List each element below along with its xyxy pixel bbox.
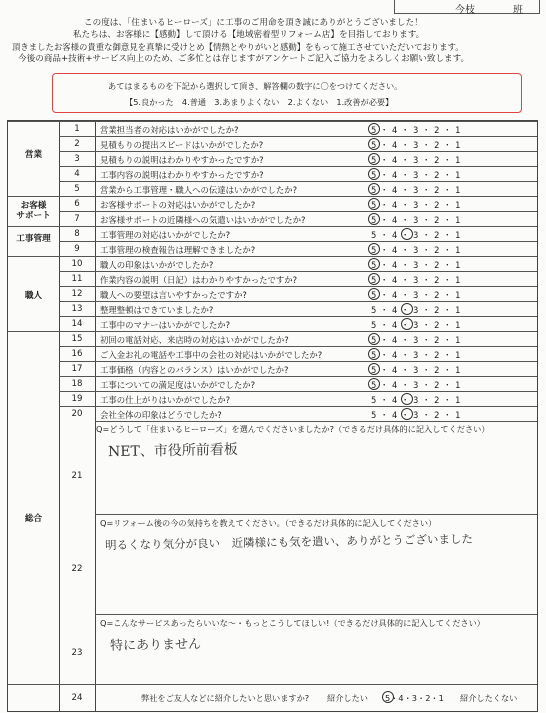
answer-21: NET、市役所前看板 (107, 441, 238, 461)
question-text-17: 工事価格（内容とのバランス）はいかがでしたか? (100, 365, 289, 375)
rating-scale-19: 5 ・ 4 ・ 3 ・ 2 ・ 1 (371, 395, 461, 405)
divider (59, 136, 537, 137)
question-text-2: 見積もりの提出スピードはいかがでしたか? (100, 140, 264, 150)
question-number-6: 6 (74, 199, 80, 209)
free-question-22: Q=リフォーム後の今の気持ちを教えてください。（できるだけ具体的に記入してください） (100, 518, 437, 528)
question-text-10: 職人の印象はいかがでしたか? (100, 260, 214, 270)
divider (59, 301, 537, 302)
question-number-12: 12 (71, 289, 83, 299)
rating-scale-18: 5 ・ 4 ・ 3 ・ 2 ・ 1 (371, 380, 461, 390)
answer-circle-15 (368, 333, 380, 345)
question-number-23: 23 (71, 648, 83, 658)
answer-circle-4 (368, 168, 380, 180)
rating-scale-11: 5 ・ 4 ・ 3 ・ 2 ・ 1 (371, 275, 461, 285)
rating-scale-7: 5 ・ 4 ・ 3 ・ 2 ・ 1 (371, 215, 461, 225)
question-number-14: 14 (71, 319, 83, 329)
divider (59, 181, 537, 182)
q24-scale: 5・4・3・2・1 (385, 693, 444, 703)
question-number-3: 3 (74, 154, 80, 164)
rating-scale-15: 5 ・ 4 ・ 3 ・ 2 ・ 1 (371, 335, 461, 345)
divider (59, 376, 537, 377)
question-text-1: 営業担当者の対応はいかがでしたか? (100, 125, 239, 135)
divider (95, 421, 537, 422)
intro-line-1: この度は、「住まいるヒーローズ」に工事のご用命を頂き誠にありがとうございました！ (84, 18, 423, 28)
question-number-19: 19 (71, 394, 83, 404)
divider (59, 286, 537, 287)
divider (8, 121, 537, 122)
school-class-box (394, 0, 540, 14)
q24-left-label: 紹介したい (327, 693, 368, 703)
question-number-2: 2 (74, 139, 80, 149)
question-text-11: 作業内容の説明（日記）はわかりやすかったですか? (100, 275, 298, 285)
q24-answer-circle (382, 691, 394, 703)
question-number-13: 13 (71, 304, 83, 314)
question-number-22: 22 (71, 564, 83, 574)
question-number-4: 4 (74, 169, 80, 179)
question-text-12: 職人への要望は言いやすかったですか? (100, 290, 247, 300)
divider (59, 151, 537, 152)
category-construction: 工事管理 (16, 234, 51, 244)
divider (8, 256, 537, 257)
answer-circle-2 (368, 138, 380, 150)
answer-circle-8 (401, 228, 413, 240)
rating-scale-14: 5 ・ 4 ・ 3 ・ 2 ・ 1 (371, 320, 461, 330)
rating-scale-10: 5 ・ 4 ・ 3 ・ 2 ・ 1 (371, 260, 461, 270)
answer-circle-14 (401, 318, 413, 330)
rating-scale-3: 5 ・ 4 ・ 3 ・ 2 ・ 1 (371, 155, 461, 165)
divider (8, 196, 537, 197)
answer-circle-19 (401, 393, 413, 405)
question-text-16: ご入金お礼の電話や工事中の会社の対応はいかがでしたか? (100, 350, 323, 360)
instruction-line-1: あてはまるものを下記から選択して頂き、解答欄の数字に〇をつけてください。 (108, 81, 403, 91)
question-number-15: 15 (71, 334, 83, 344)
rating-scale-12: 5 ・ 4 ・ 3 ・ 2 ・ 1 (371, 290, 461, 300)
category-sales: 営業 (24, 150, 43, 160)
rating-scale-17: 5 ・ 4 ・ 3 ・ 2 ・ 1 (371, 365, 461, 375)
free-question-23: Q=こんなサービスあったらいいな～・もっとこうしてほしい!（できるだけ具体的に記入してください） (100, 618, 485, 628)
question-number-16: 16 (71, 349, 83, 359)
divider (59, 271, 537, 272)
rating-scale-9: 5 ・ 4 ・ 3 ・ 2 ・ 1 (371, 245, 461, 255)
answer-circle-12 (368, 288, 380, 300)
divider (59, 346, 537, 347)
divider (59, 406, 537, 407)
free-question-21: Q=どうして「住まいるヒーローズ」を選んでくださいましたか?（できるだけ具体的に記入してください） (96, 424, 490, 434)
question-number-7: 7 (74, 214, 80, 224)
answer-circle-20 (401, 408, 413, 420)
category-support: お客様 サポート (16, 201, 51, 221)
answer-circle-16 (368, 348, 380, 360)
answer-23: 特にありません (109, 637, 202, 654)
question-number-21: 21 (71, 471, 83, 481)
answer-circle-18 (368, 378, 380, 390)
divider (59, 211, 537, 212)
class-label: 班 (513, 5, 523, 16)
intro-line-4: 今後の商品+技術+サービス向上のため、ご多忙とは存じますがアンケートご記入ご協力をよろしくお願い致します。 (18, 54, 470, 64)
rating-scale-16: 5 ・ 4 ・ 3 ・ 2 ・ 1 (371, 350, 461, 360)
instruction-line-2: 【5.良かった 4.普通 3.あまりよくない 2.よくない 1.改善が必要】 (125, 97, 394, 107)
answer-circle-1 (368, 123, 380, 135)
question-text-14: 工事中のマナーはいかがでしたか? (100, 320, 231, 330)
question-number-20: 20 (71, 409, 83, 419)
question-number-5: 5 (74, 184, 80, 194)
instruction-box (52, 73, 522, 113)
divider (59, 361, 537, 362)
question-text-3: 見積もりの説明はわかりやすかったですか? (100, 155, 264, 165)
rating-scale-8: 5 ・ 4 ・ 3 ・ 2 ・ 1 (371, 230, 461, 240)
answer-circle-17 (368, 363, 380, 375)
question-number-17: 17 (71, 364, 83, 374)
answer-22: 明るくなり気分が良い 近隣様にも気を遣い、ありがとうございました (104, 531, 474, 553)
divider (8, 226, 537, 227)
question-text-19: 工事の仕上がりはいかがでしたか? (100, 395, 231, 405)
question-text-5: 営業から工事管理・職人への伝達はいかがでしたか? (100, 185, 298, 195)
answer-circle-3 (368, 153, 380, 165)
answer-circle-7 (368, 213, 380, 225)
rating-scale-6: 5 ・ 4 ・ 3 ・ 2 ・ 1 (371, 200, 461, 210)
question-text-6: お客様サポートの対応はいかがでしたか? (100, 200, 256, 210)
answer-circle-9 (368, 243, 380, 255)
school-name: 今枝 (455, 5, 475, 16)
rating-scale-1: 5 ・ 4 ・ 3 ・ 2 ・ 1 (371, 125, 461, 135)
category-overall: 総合 (24, 514, 43, 524)
rating-scale-4: 5 ・ 4 ・ 3 ・ 2 ・ 1 (371, 170, 461, 180)
answer-circle-11 (368, 273, 380, 285)
divider (95, 514, 537, 515)
question-text-4: 工事内容の説明はわかりやすかったですか? (100, 170, 264, 180)
question-number-11: 11 (71, 274, 83, 284)
divider (95, 121, 96, 711)
divider (59, 241, 537, 242)
intro-line-2: 私たちは、お客様に【感動】して頂ける【地域密着型リフォーム店】を目指しております。 (73, 30, 425, 40)
question-number-9: 9 (74, 244, 80, 254)
question-text-9: 工事管理の検査報告は理解できましたか? (100, 245, 256, 255)
question-text-7: お客様サポートの近隣様への気遣いはいかがでしたか? (100, 215, 306, 225)
rating-scale-20: 5 ・ 4 ・ 3 ・ 2 ・ 1 (371, 410, 461, 420)
question-text-13: 整理整頓はできていましたか? (100, 305, 214, 315)
category-craftsmen: 職人 (24, 291, 43, 301)
q24-right-label: 紹介したくない (460, 693, 518, 703)
question-text-20: 会社全体の印象はどうでしたか? (100, 410, 222, 420)
divider (95, 614, 537, 615)
divider (59, 391, 537, 392)
divider (59, 316, 537, 317)
divider (59, 166, 537, 167)
question-number-10: 10 (71, 259, 83, 269)
question-number-18: 18 (71, 379, 83, 389)
divider (8, 331, 537, 332)
rating-scale-13: 5 ・ 4 ・ 3 ・ 2 ・ 1 (371, 305, 461, 315)
rating-scale-5: 5 ・ 4 ・ 3 ・ 2 ・ 1 (371, 185, 461, 195)
intro-line-3: 頂きましたお客様の貴重な御意見を真摯に受けとめ【情熱とやりがいと感動】をもって施工させていただいております。 (12, 42, 464, 52)
question-text-8: 工事管理の対応はいかがでしたか? (100, 230, 231, 240)
survey-table (7, 120, 538, 712)
question-number-1: 1 (74, 124, 80, 134)
answer-circle-6 (368, 198, 380, 210)
answer-circle-10 (368, 258, 380, 270)
question-number-24: 24 (71, 693, 83, 703)
answer-circle-13 (401, 303, 413, 315)
question-text-15: 初回の電話対応、来店時の対応はいかがでしたか? (100, 335, 289, 345)
question-number-8: 8 (74, 229, 80, 239)
question-text-18: 工事についての満足度はいかがでしたか? (100, 380, 256, 390)
answer-circle-5 (368, 183, 380, 195)
rating-scale-2: 5 ・ 4 ・ 3 ・ 2 ・ 1 (371, 140, 461, 150)
question-24: 弊社をご友人などに紹介したいと思いますか? (141, 693, 310, 703)
divider (8, 684, 537, 685)
